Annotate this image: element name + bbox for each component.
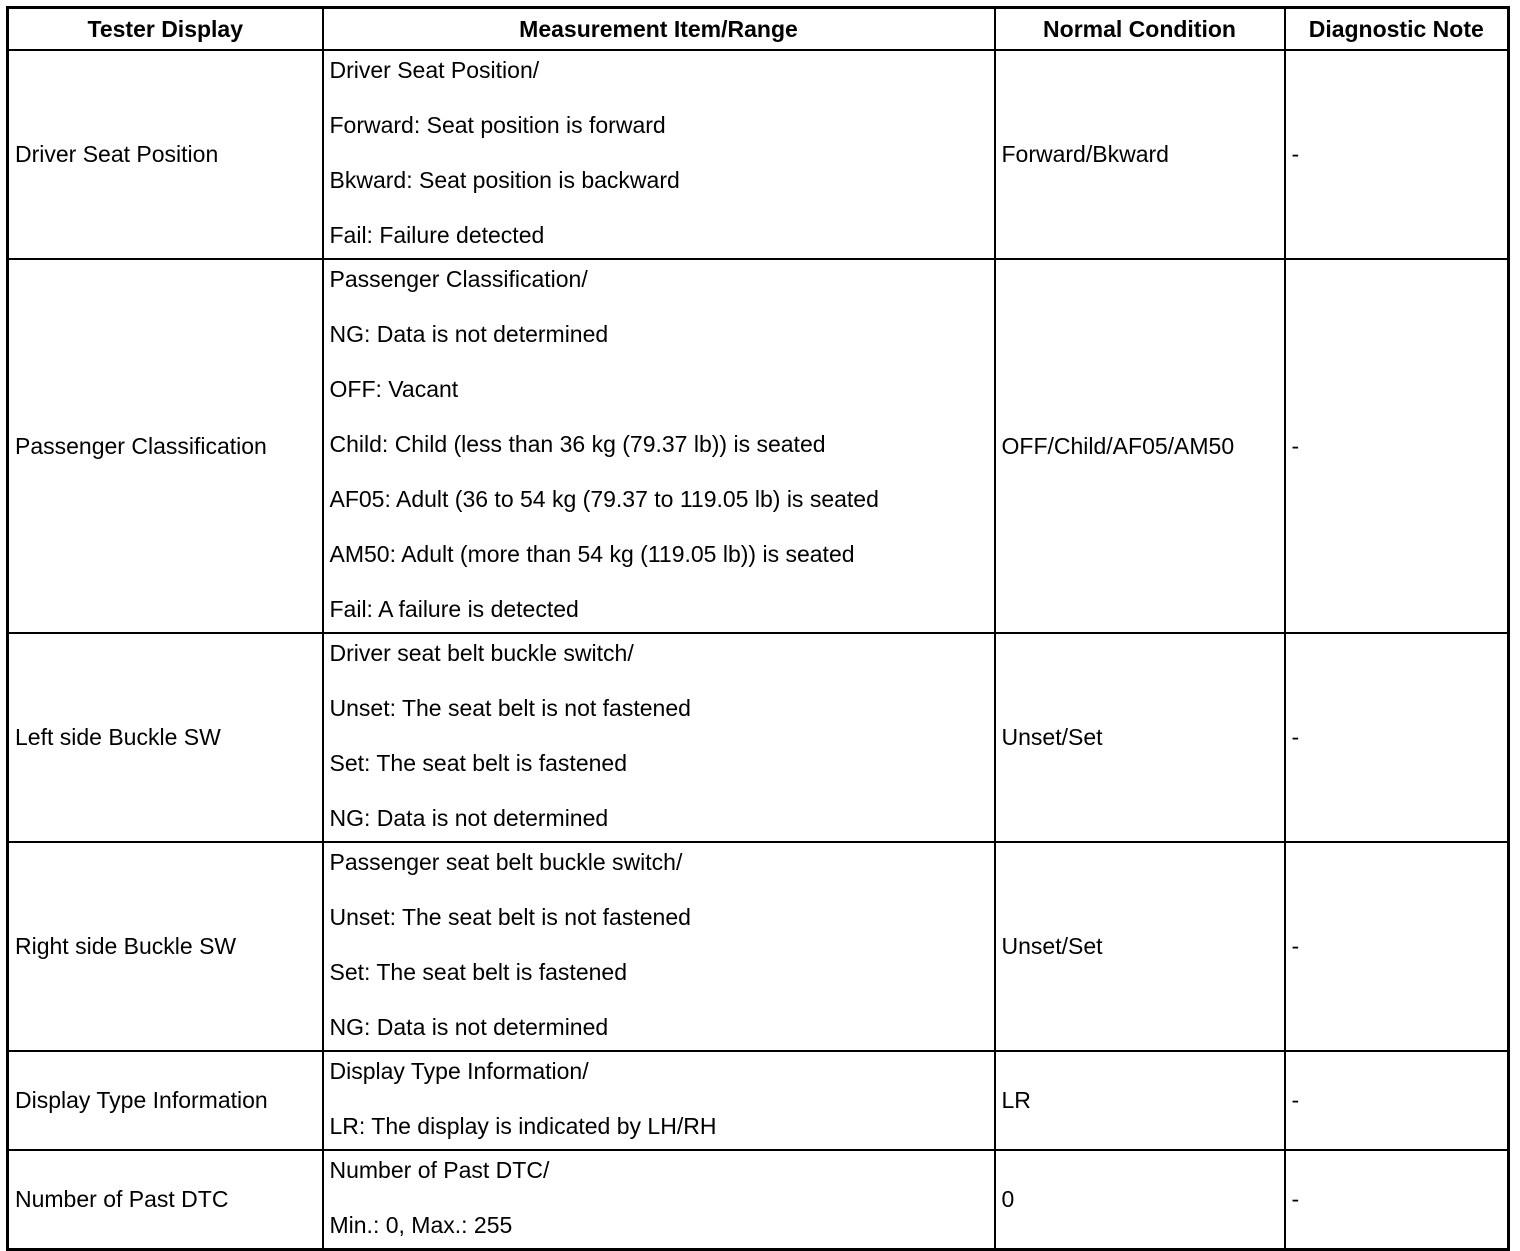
table-row xyxy=(8,50,1509,259)
table-row xyxy=(8,633,1509,842)
normal-condition-cell: 0 xyxy=(995,1150,1285,1250)
tester-display-cell: Passenger Classification xyxy=(8,259,323,633)
measurement-item-line: OFF: Vacant xyxy=(329,376,459,402)
diagnostic-note-cell: - xyxy=(1285,1051,1509,1150)
measurement-item-cell xyxy=(323,50,995,259)
diagnostic-note-cell: - xyxy=(1285,259,1509,633)
normal-condition-cell: OFF/Child/AF05/AM50 xyxy=(995,259,1285,633)
measurement-item-line: NG: Data is not determined xyxy=(329,1014,609,1040)
header-tester-display: Tester Display xyxy=(8,8,323,51)
table-row xyxy=(8,1051,1509,1150)
measurement-item-line: Child: Child (less than 36 kg (79.37 lb)) is seated xyxy=(329,431,826,457)
header-measurement-item: Measurement Item/Range xyxy=(323,8,995,51)
measurement-item-line: Min.: 0, Max.: 255 xyxy=(329,1212,513,1238)
table-row xyxy=(8,1150,1509,1250)
measurement-item-line: NG: Data is not determined xyxy=(329,805,609,831)
tester-display-cell: Number of Past DTC xyxy=(8,1150,323,1250)
measurement-item-cell xyxy=(323,633,995,842)
measurement-item-line: AM50: Adult (more than 54 kg (119.05 lb)) is seated xyxy=(329,541,855,567)
tester-display-cell: Driver Seat Position xyxy=(8,50,323,259)
measurement-item-cell xyxy=(323,842,995,1051)
header-normal-condition: Normal Condition xyxy=(995,8,1285,51)
measurement-item-line: Display Type Information/ xyxy=(329,1058,589,1084)
measurement-item-line: Unset: The seat belt is not fastened xyxy=(329,904,691,930)
normal-condition-cell: Forward/Bkward xyxy=(995,50,1285,259)
normal-condition-cell: Unset/Set xyxy=(995,842,1285,1051)
measurement-item-line: Driver Seat Position/ xyxy=(329,57,540,83)
tester-display-cell: Display Type Information xyxy=(8,1051,323,1150)
measurement-item-line: Fail: Failure detected xyxy=(329,222,545,248)
measurement-item-line: Driver seat belt buckle switch/ xyxy=(329,640,634,666)
normal-condition-cell: Unset/Set xyxy=(995,633,1285,842)
measurement-item-line: Number of Past DTC/ xyxy=(329,1157,550,1183)
normal-condition-cell: LR xyxy=(995,1051,1285,1150)
measurement-item-line: NG: Data is not determined xyxy=(329,321,609,347)
measurement-item-line: Fail: A failure is detected xyxy=(329,596,579,622)
measurement-item-line: Set: The seat belt is fastened xyxy=(329,750,627,776)
measurement-item-cell xyxy=(323,1150,995,1250)
measurement-item-line: Forward: Seat position is forward xyxy=(329,112,666,138)
diagnostic-note-cell: - xyxy=(1285,633,1509,842)
measurement-item-line: Passenger Classification/ xyxy=(329,266,588,292)
table-row xyxy=(8,259,1509,633)
header-row xyxy=(8,8,1509,51)
table-row xyxy=(8,842,1509,1051)
diagnostic-note-cell: - xyxy=(1285,50,1509,259)
measurement-item-cell xyxy=(323,1051,995,1150)
measurement-item-line: AF05: Adult (36 to 54 kg (79.37 to 119.05 lb) is seated xyxy=(329,486,879,512)
diagnostic-note-cell: - xyxy=(1285,1150,1509,1250)
measurement-item-line: Passenger seat belt buckle switch/ xyxy=(329,849,683,875)
measurement-item-line: Bkward: Seat position is backward xyxy=(329,167,680,193)
table-body xyxy=(8,50,1509,1250)
measurement-item-line: Set: The seat belt is fastened xyxy=(329,959,627,985)
header-diagnostic-note: Diagnostic Note xyxy=(1285,8,1509,51)
measurement-item-line: Unset: The seat belt is not fastened xyxy=(329,695,691,721)
diagnostic-note-cell: - xyxy=(1285,842,1509,1051)
measurement-item-cell xyxy=(323,259,995,633)
measurement-item-line: LR: The display is indicated by LH/RH xyxy=(329,1113,717,1139)
tester-display-cell: Left side Buckle SW xyxy=(8,633,323,842)
tester-display-cell: Right side Buckle SW xyxy=(8,842,323,1051)
data-list-table xyxy=(6,6,1510,1251)
